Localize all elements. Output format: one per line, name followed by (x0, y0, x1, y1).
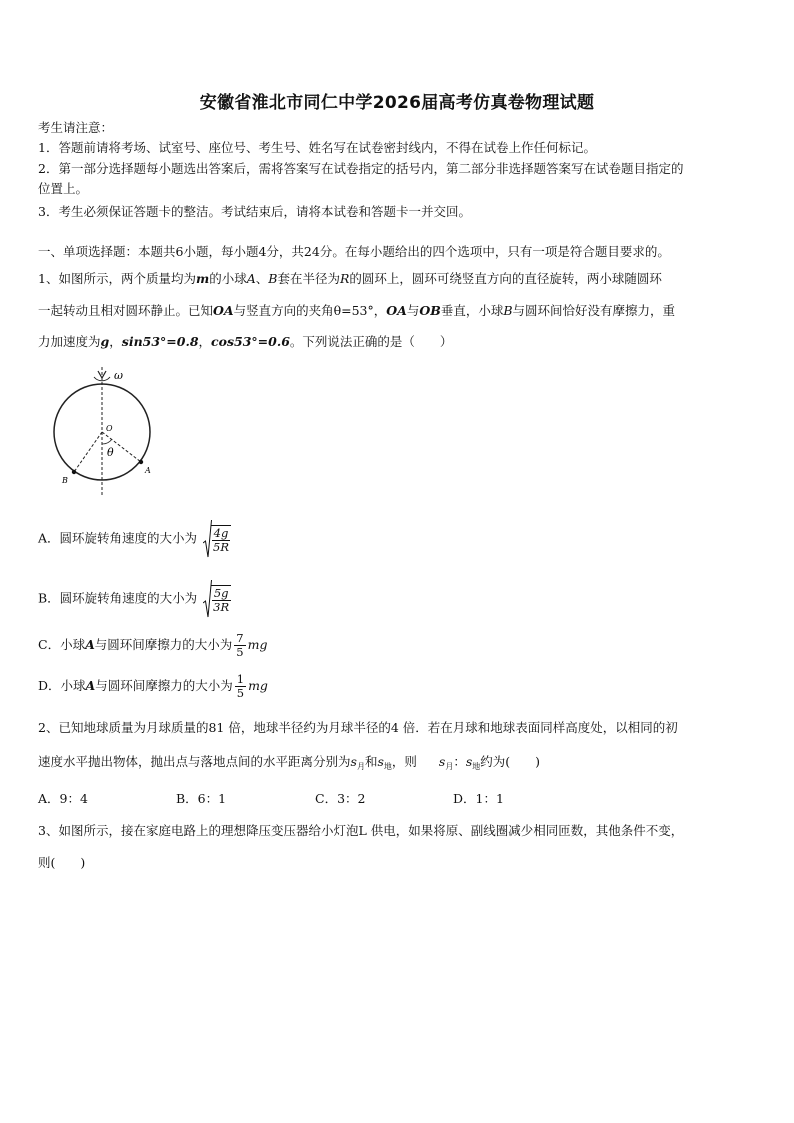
notice-item-2-cont: 位置上。 (38, 181, 89, 196)
notice-item-1: 1．答题前请将考场、试室号、座位号、考生号、姓名写在试卷密封线内，不得在试卷上作任何标记。 (38, 140, 596, 155)
q1-option-C: C．小球A与圆环间摩擦力的大小为 $\frac{7}{5}$ mg (38, 631, 268, 659)
q2-option-D: D．1：1 (453, 791, 504, 806)
notice-item-2: 2．第一部分选择题每小题选出答案后，需将答案写在试卷指定的括号内，第二部分非选择题答案写在试卷题目指定的 (38, 161, 684, 176)
page-title: 安徽省淮北市同仁中学2026届高考仿真卷物理试题 (199, 93, 595, 113)
label-B: B (62, 476, 68, 485)
notice-heading: 考生请注意： (38, 120, 114, 135)
q1-option-D: D．小球A与圆环间摩擦力的大小为 $\frac{1}{5}$ mg (38, 672, 268, 700)
q2-option-B: B．6：1 (176, 791, 227, 806)
center-label: O (106, 424, 113, 433)
ring-diagram (48, 365, 160, 495)
q3-line-2: 则( ) (38, 855, 86, 870)
q2-option-C: C．3：2 (315, 791, 366, 806)
omega-label: ω (114, 369, 123, 382)
section-heading: 一、单项选择题：本题共6小题，每小题4分，共24分。在每小题给出的四个选项中，只有一项是符合题目要求的。 (38, 244, 670, 259)
notice-item-3: 3．考生必须保证答题卡的整洁。考试结束后，请将本试卷和答题卡一并交回。 (38, 204, 471, 219)
theta-label: θ (107, 446, 114, 459)
ball-B (72, 470, 76, 474)
q1-line-2: 一起转动且相对圆环静止。已知OA与竖直方向的夹角θ=53°，OA与OB垂直，小球B与圆环间恰好没有摩擦力，重 (38, 303, 676, 318)
segment-OB (74, 432, 102, 472)
theta-arc (102, 439, 112, 444)
label-A: A (145, 466, 151, 475)
q2-line-1: 2、已知地球质量为月球质量的81 倍，地球半径约为月球半径的4 倍．若在月球和地球表面同样高度处，以相同的初 (38, 720, 678, 735)
ball-A (139, 460, 143, 464)
q2-line-2: 速度水平抛出物体，抛出点与落地点间的水平距离分别为$s_月$和$s_地$，则 $s_月$：$s_地$约为( ) (38, 754, 541, 771)
q1-line-1: 1、如图所示，两个质量均为m的小球A、B套在半径为R的圆环上，圆环可绕竖直方向的直径旋转，两小球随圆环 (38, 271, 662, 286)
q1-line-3: 力加速度为g，sin53°=0.8，cos53°=0.6。下列说法正确的是（ ） (38, 334, 453, 349)
q2-option-A: A．9：4 (38, 791, 88, 806)
q1-option-B: B．圆环旋转角速度的大小为 $\frac{5g}{3R}$ (38, 579, 231, 619)
sqrt-sign-icon: $\frac{4g}{5R}$ (203, 519, 231, 559)
q3-line-1: 3、如图所示，接在家庭电路上的理想降压变压器给小灯泡L 供电，如果将原、副线圈减少相同匝数，其他条件不变， (38, 823, 684, 838)
q1-option-A: A．圆环旋转角速度的大小为 $\frac{4g}{5R}$ (38, 519, 231, 559)
sqrt-sign-icon: $\frac{5g}{3R}$ (203, 579, 231, 619)
